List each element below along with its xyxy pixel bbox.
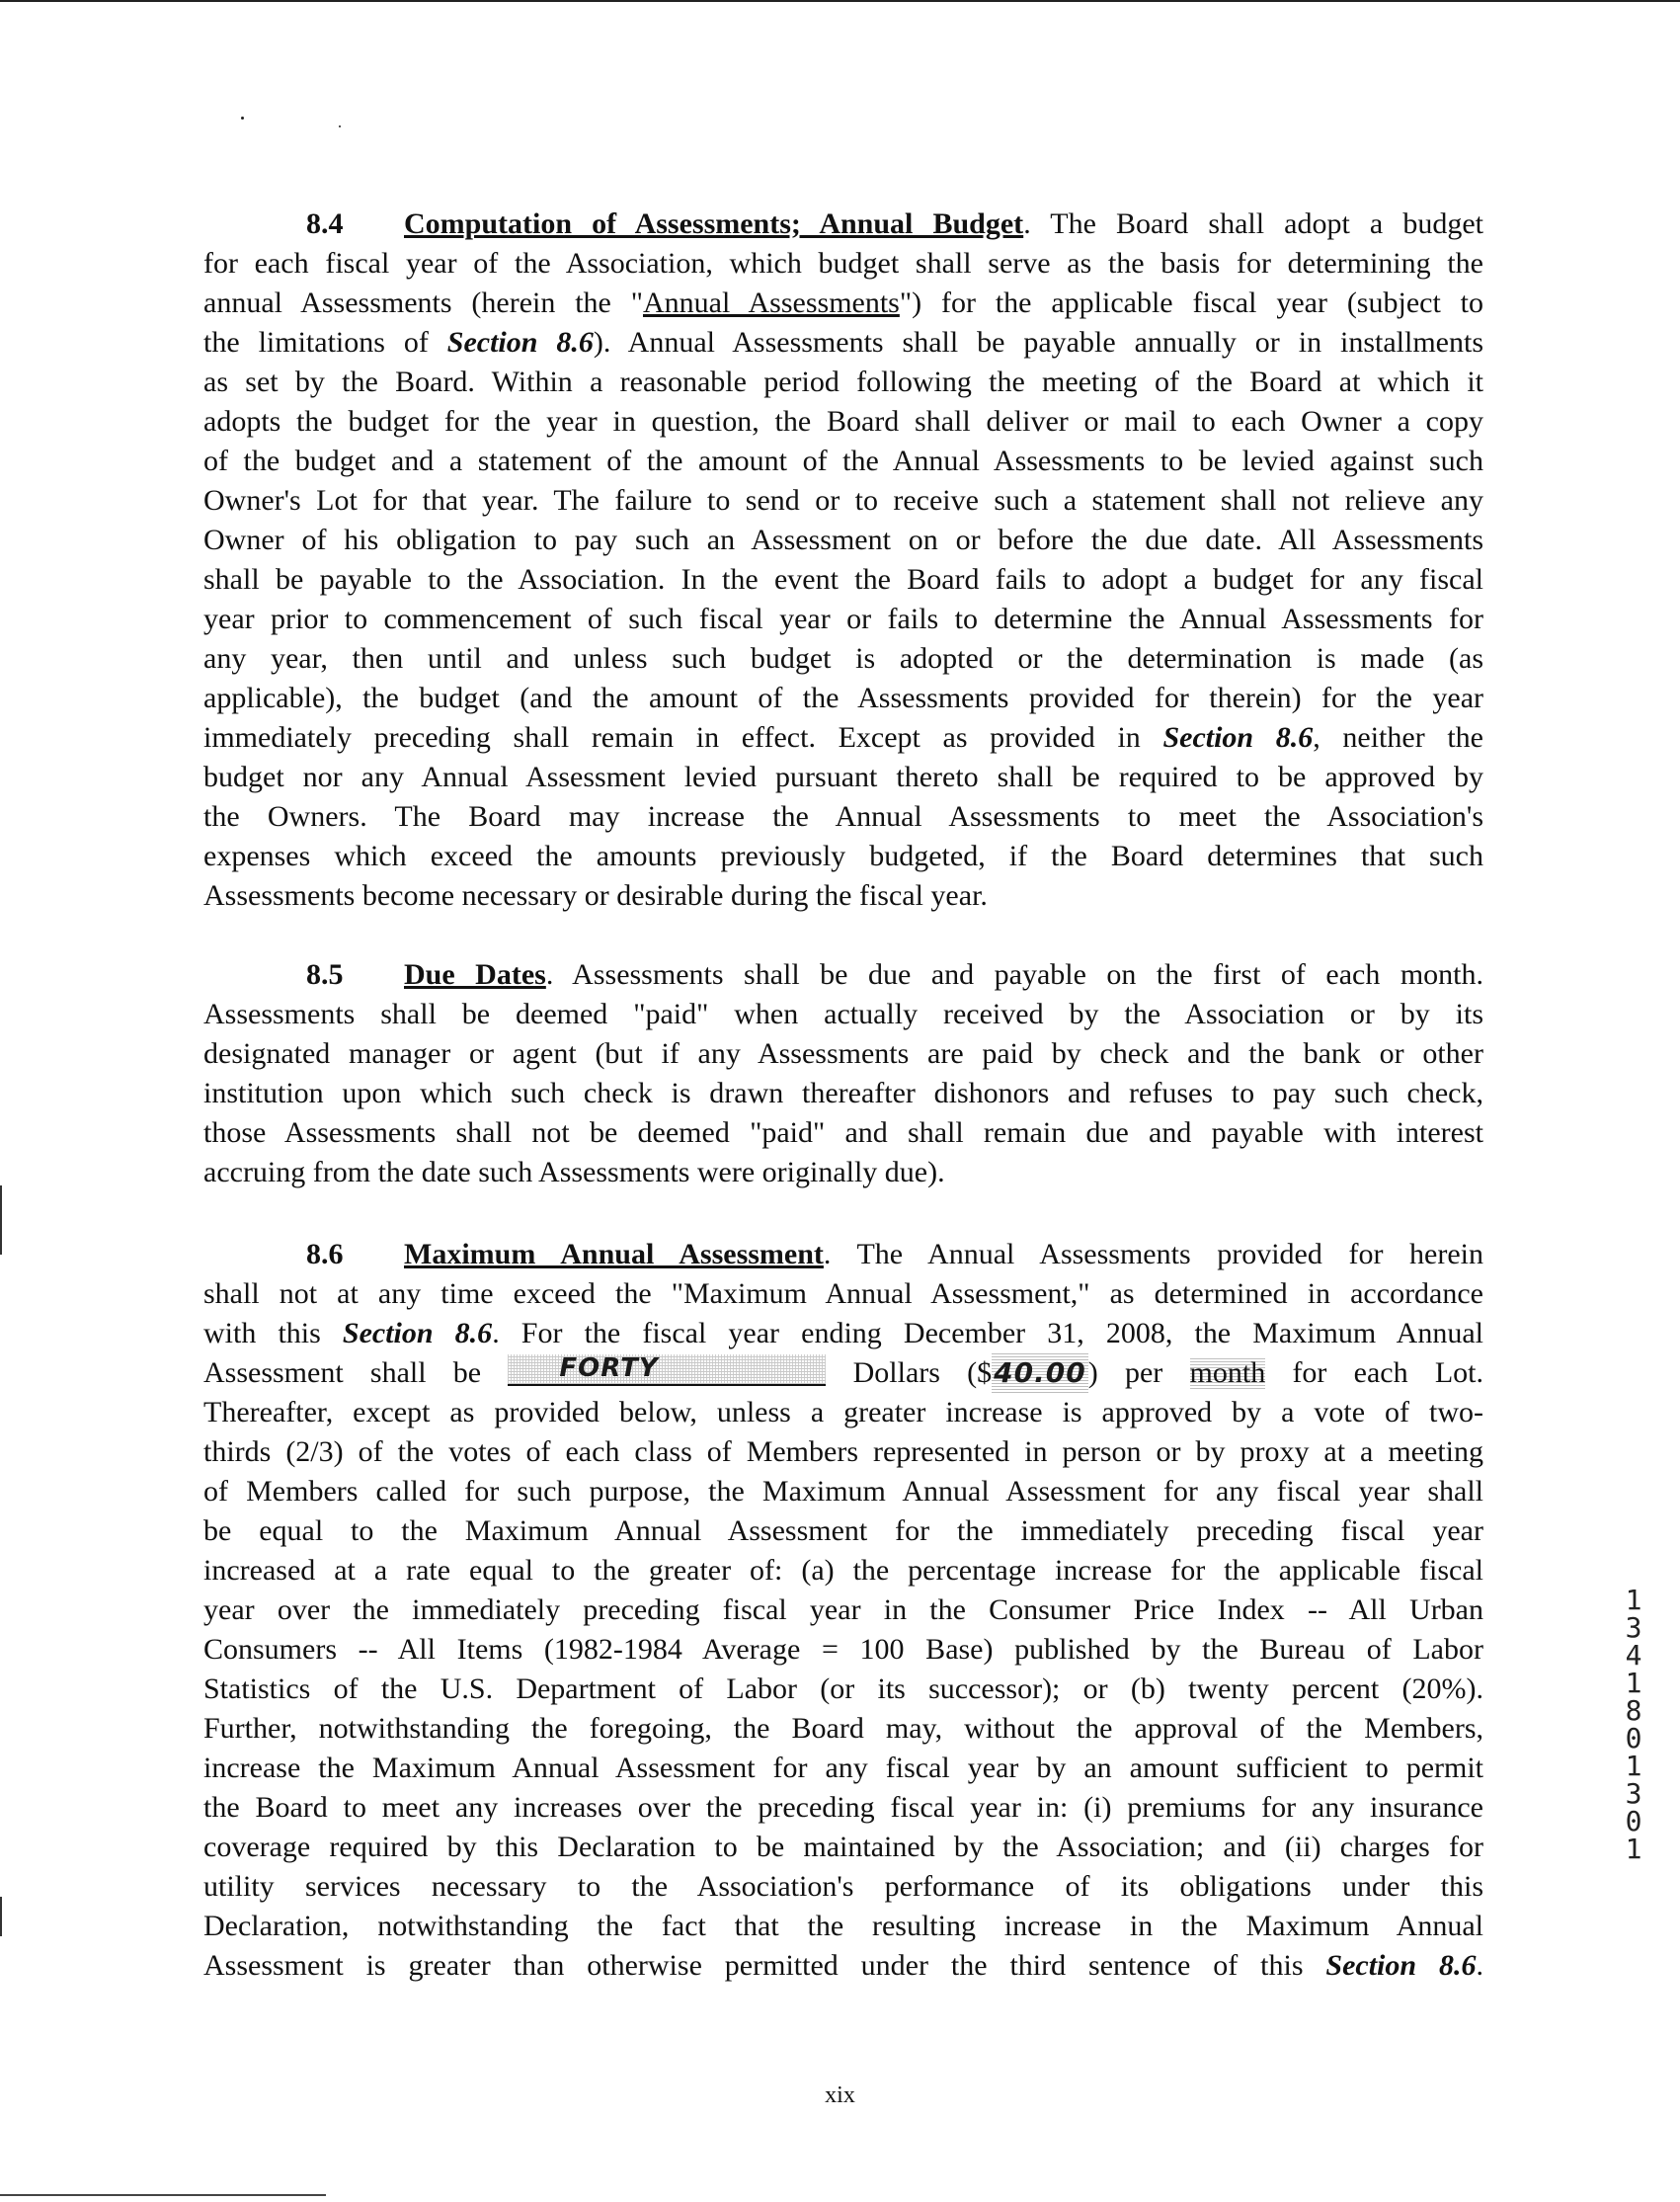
paragraph-line: Owner of his obligation to pay such an Assessment on or before the due date. All Assessments bbox=[203, 524, 1483, 556]
scan-left-edge-mark bbox=[0, 1897, 2, 1936]
paragraph-line: increased at a rate equal to the greater of: (a) the percentage increase for the applicable fiscal bbox=[203, 1554, 1483, 1587]
paragraph-line: Assessment is greater than otherwise permitted under the third sentence of this Section 8.6. bbox=[203, 1949, 1483, 1982]
section-number: 8.5 bbox=[306, 958, 344, 991]
section-heading: Computation of Assessments; Annual Budget bbox=[404, 207, 1024, 240]
paragraph-line: Assessments become necessary or desirable during the fiscal year. bbox=[203, 879, 988, 912]
scan-speck bbox=[241, 117, 244, 120]
paragraph-line: for each fiscal year of the Association, which budget shall serve as the basis for determining the bbox=[203, 247, 1483, 280]
amount-figure-blank bbox=[992, 1353, 1088, 1393]
amount-words-blank bbox=[508, 1354, 826, 1386]
period-term: month bbox=[1189, 1356, 1266, 1389]
paragraph-line: expenses which exceed the amounts previously budgeted, if the Board determines that such bbox=[203, 840, 1483, 872]
section-8-4-line: 8.4 Computation of Assessments; Annual Budget. The Board shall adopt a budget bbox=[203, 204, 1483, 244]
section-number: 8.4 bbox=[306, 207, 344, 240]
section-reference: Section 8.6 bbox=[1162, 721, 1314, 754]
section-8-5-line: 8.5 Due Dates. Assessments shall be due and payable on the first of each month. bbox=[203, 955, 1483, 995]
heading-period: . bbox=[823, 1238, 832, 1270]
recording-stamp: 13418 01301 bbox=[1625, 1584, 1642, 1865]
paragraph-line: budget nor any Annual Assessment levied pursuant thereto shall be required to be approved by bbox=[203, 761, 1483, 793]
paragraph-line: Further, notwithstanding the foregoing, the Board may, without the approval of the Members, bbox=[203, 1712, 1483, 1745]
paragraph-line: as set by the Board. Within a reasonable period following the meeting of the Board at which it bbox=[203, 366, 1483, 398]
section-8-4 bbox=[203, 204, 1483, 916]
page-number: xix bbox=[825, 2082, 855, 2108]
paragraph-line: institution upon which such check is drawn thereafter dishonors and refuses to pay such check, bbox=[203, 1077, 1483, 1109]
section-number: 8.6 bbox=[306, 1238, 344, 1270]
paragraph-line: with this Section 8.6. For the fiscal year ending December 31, 2008, the Maximum Annual bbox=[203, 1317, 1483, 1349]
paragraph-line: the Owners. The Board may increase the Annual Assessments to meet the Association's bbox=[203, 800, 1483, 833]
paragraph-line: of the budget and a statement of the amount of the Annual Assessments to be levied against such bbox=[203, 445, 1483, 477]
scan-top-edge bbox=[0, 0, 1680, 2]
paragraph-line: Assessments shall be deemed "paid" when actually received by the Association or by its bbox=[203, 998, 1483, 1030]
paragraph-line: year over the immediately preceding fiscal year in the Consumer Price Index -- All Urban bbox=[203, 1593, 1483, 1626]
section-reference: Section 8.6 bbox=[342, 1317, 493, 1349]
paragraph-line: annual Assessments (herein the "Annual Assessments") for the applicable fiscal year (subject to bbox=[203, 286, 1483, 319]
paragraph-line: year prior to commencement of such fiscal year or fails to determine the Annual Assessments for bbox=[203, 603, 1483, 635]
paragraph-line: shall be payable to the Association. In the event the Board fails to adopt a budget for any fiscal bbox=[203, 563, 1483, 596]
paragraph-line: of Members called for such purpose, the Maximum Annual Assessment for any fiscal year shall bbox=[203, 1475, 1483, 1508]
heading-period: . bbox=[1023, 207, 1031, 240]
handwritten-amount-figure: 40.00 bbox=[994, 1356, 1086, 1389]
paragraph-line: the Board to meet any increases over the preceding fiscal year in: (i) premiums for any insurance bbox=[203, 1791, 1483, 1824]
scan-left-edge-mark bbox=[0, 1185, 2, 1255]
paragraph-line: Consumers -- All Items (1982-1984 Average = 100 Base) published by the Bureau of Labor bbox=[203, 1633, 1483, 1666]
paragraph-line: Declaration, notwithstanding the fact that the resulting increase in the Maximum Annual bbox=[203, 1910, 1483, 1942]
paragraph-line: coverage required by this Declaration to be maintained by the Association; and (ii) charges for bbox=[203, 1831, 1483, 1863]
scan-bottom-edge bbox=[0, 2194, 326, 2196]
paragraph-line: be equal to the Maximum Annual Assessment for the immediately preceding fiscal year bbox=[203, 1514, 1483, 1547]
paragraph-line: adopts the budget for the year in question, the Board shall deliver or mail to each Owner a copy bbox=[203, 405, 1483, 438]
paragraph-line: designated manager or agent (but if any Assessments are paid by check and the bank or other bbox=[203, 1037, 1483, 1070]
handwritten-amount-words: FORTY bbox=[559, 1353, 659, 1383]
section-8-5 bbox=[203, 955, 1483, 1192]
scan-speck bbox=[339, 125, 341, 127]
paragraph-line: Owner's Lot for that year. The failure to send or to receive such a statement shall not relieve any bbox=[203, 484, 1483, 517]
paragraph-line: immediately preceding shall remain in effect. Except as provided in Section 8.6, neither the bbox=[203, 721, 1483, 754]
paragraph-line: Statistics of the U.S. Department of Labor (or its successor); or (b) twenty percent (20%). bbox=[203, 1672, 1483, 1705]
section-reference: Section 8.6 bbox=[446, 326, 594, 359]
section-heading: Due Dates bbox=[404, 958, 546, 991]
section-8-6-line: 8.6 Maximum Annual Assessment. The Annual Assessments provided for herein bbox=[203, 1235, 1483, 1274]
paragraph-line: accruing from the date such Assessments were originally due). bbox=[203, 1156, 945, 1188]
paragraph-line: utility services necessary to the Association's performance of its obligations under this bbox=[203, 1870, 1483, 1903]
section-8-6 bbox=[203, 1235, 1483, 1986]
paragraph-line: the limitations of Section 8.6). Annual Assessments shall be payable annually or in installments bbox=[203, 326, 1483, 359]
paragraph-line: those Assessments shall not be deemed "paid" and shall remain due and payable with interest bbox=[203, 1116, 1483, 1149]
paragraph-line: shall not at any time exceed the "Maximum Annual Assessment," as determined in accordance bbox=[203, 1277, 1483, 1310]
defined-term: Annual Assessments bbox=[642, 286, 900, 319]
paragraph-line: Thereafter, except as provided below, unless a greater increase is approved by a vote of two- bbox=[203, 1396, 1483, 1428]
paragraph-line: applicable), the budget (and the amount of the Assessments provided for therein) for the year bbox=[203, 682, 1483, 714]
paragraph-line: any year, then until and unless such budget is adopted or the determination is made (as bbox=[203, 642, 1483, 675]
paragraph-line: increase the Maximum Annual Assessment for any fiscal year by an amount sufficient to permit bbox=[203, 1752, 1483, 1784]
section-reference: Section 8.6 bbox=[1325, 1949, 1477, 1982]
heading-period: . bbox=[545, 958, 554, 991]
assessment-amount-line: Assessment shall be FORTY Dollars ($40.00) per month for each Lot. bbox=[203, 1353, 1483, 1393]
paragraph-line: thirds (2/3) of the votes of each class of Members represented in person or by proxy at a meeting bbox=[203, 1435, 1483, 1468]
section-heading: Maximum Annual Assessment bbox=[404, 1238, 824, 1270]
